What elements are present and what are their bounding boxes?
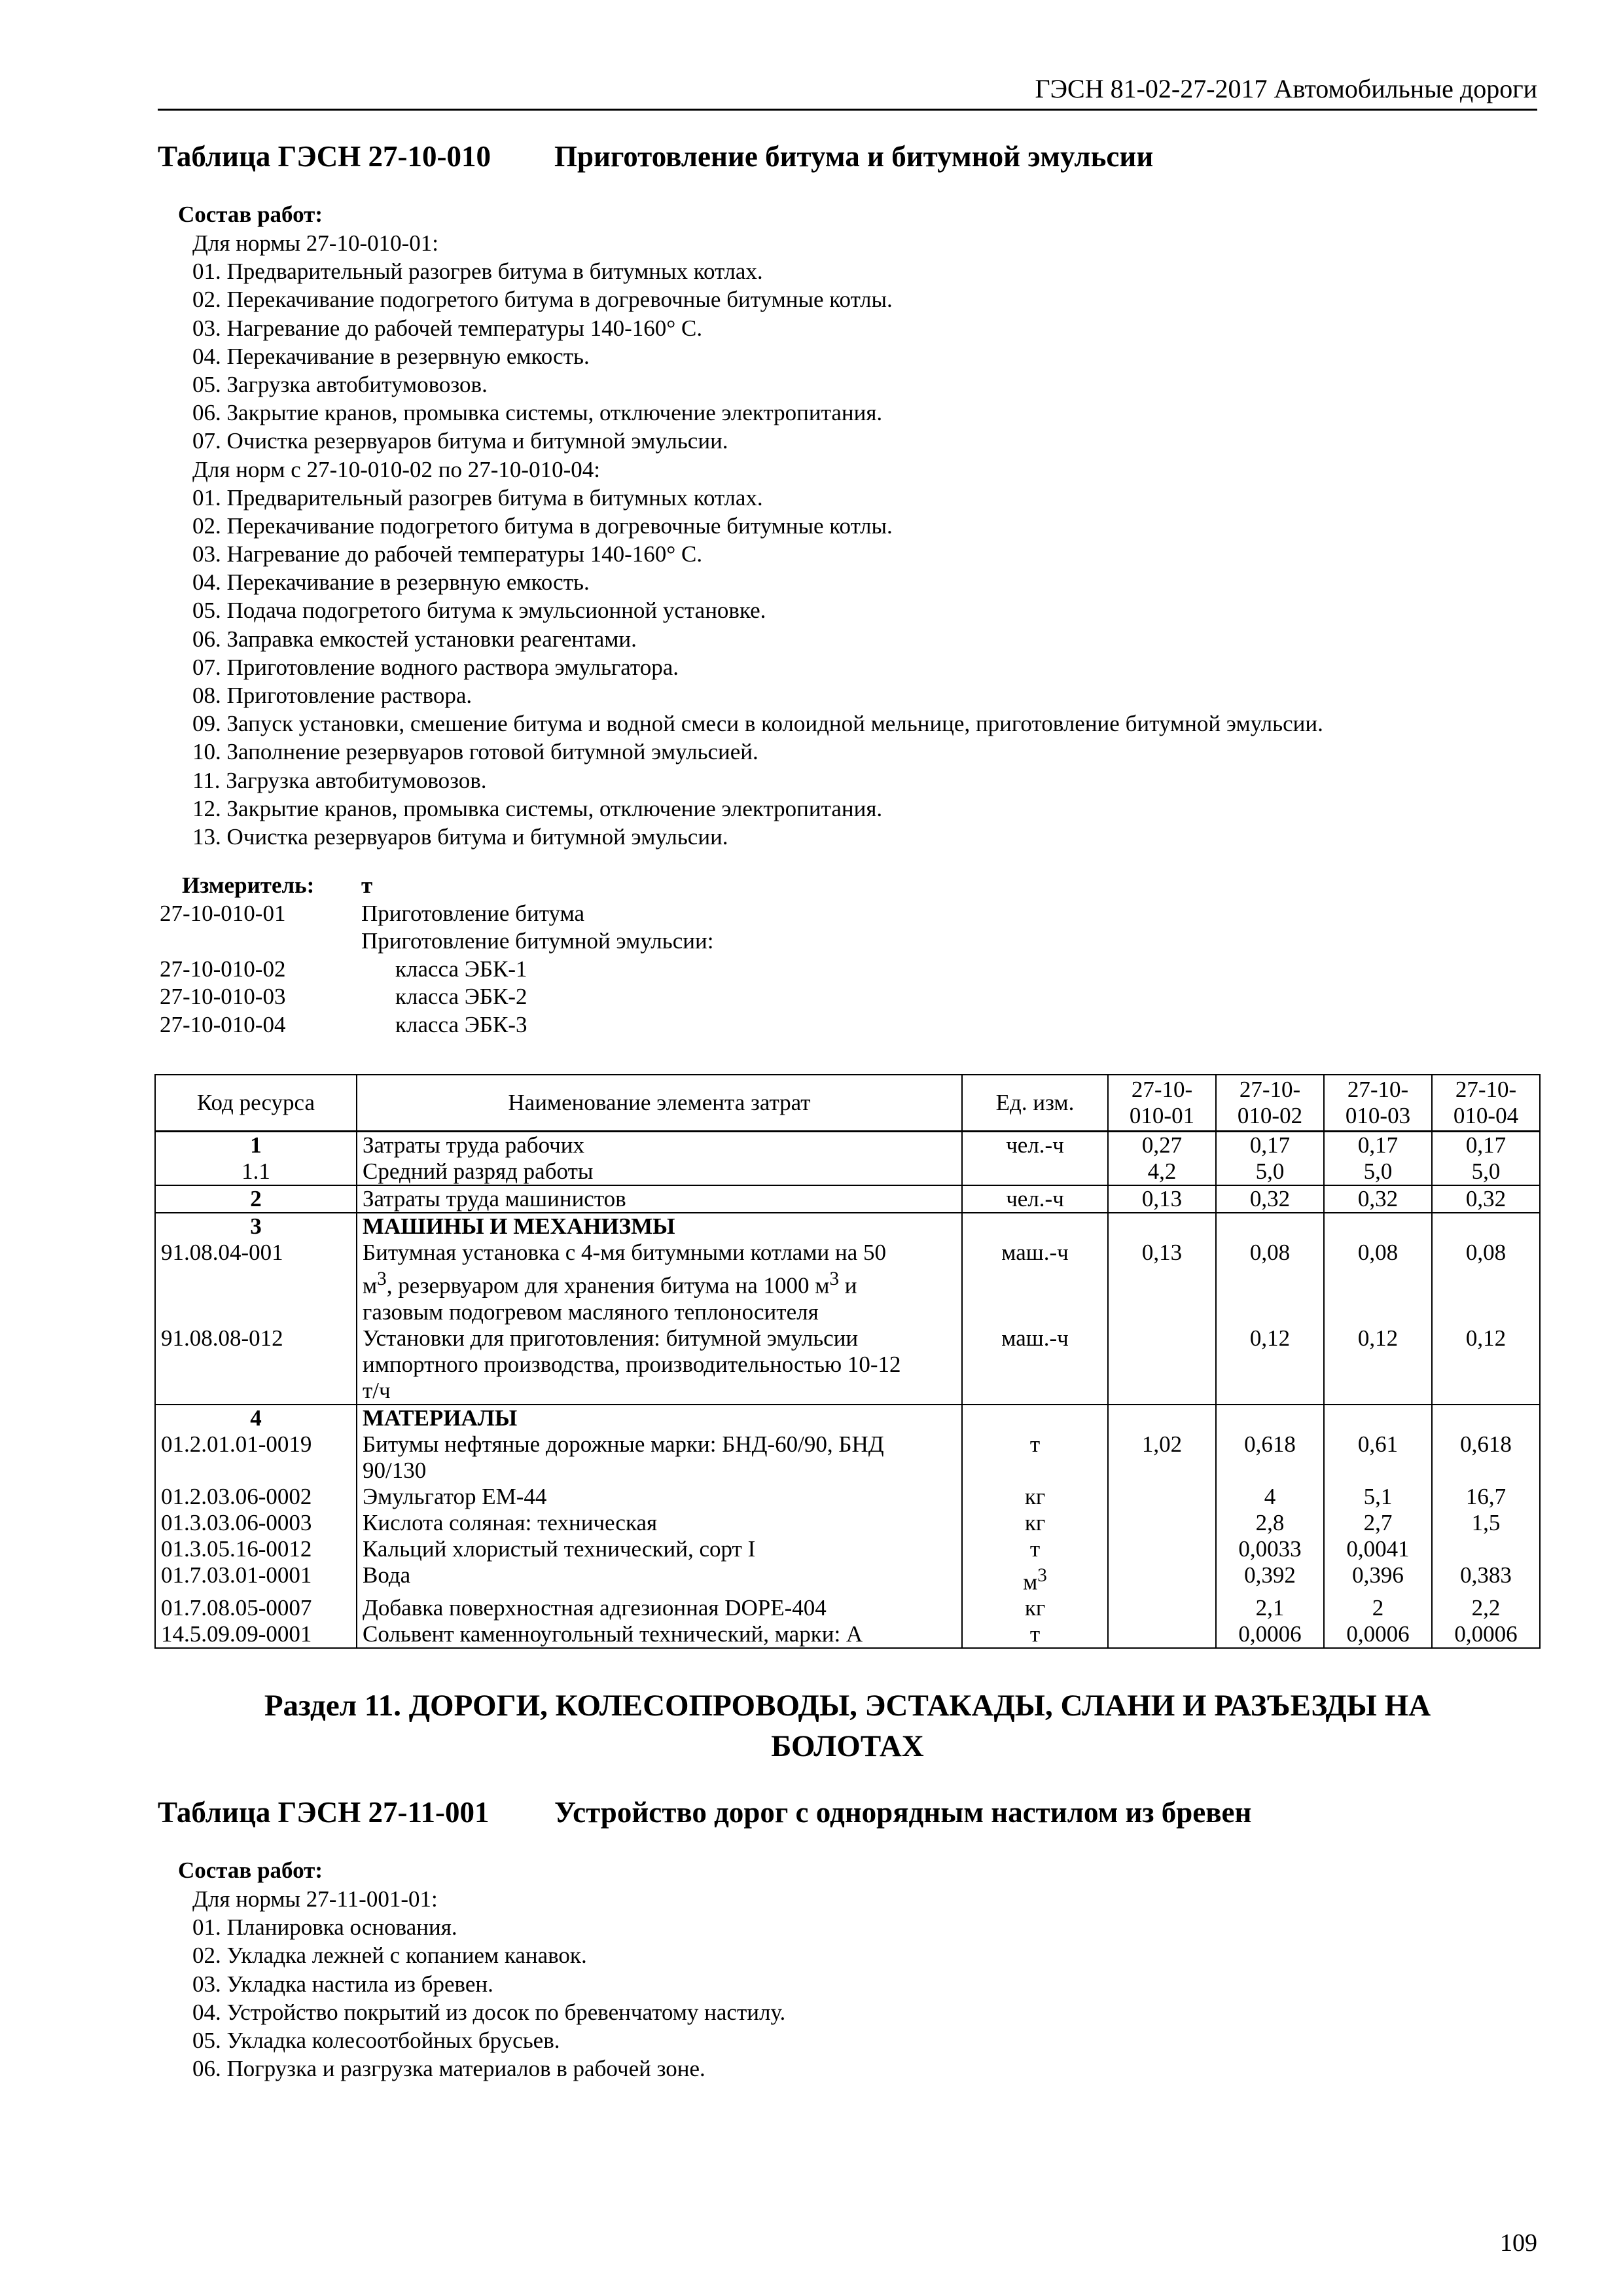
list-item: 05. Подача подогретого битума к эмульсионной установке. (192, 598, 766, 624)
cell-value: 0,0041 (1324, 1536, 1432, 1562)
cell-name: Кальций хлористый технический, сорт I (357, 1536, 962, 1562)
cell-value: 0,08 (1432, 1240, 1540, 1325)
cell-unit: чел.-ч (962, 1185, 1108, 1213)
cell-value: 5,0 (1216, 1158, 1324, 1185)
cell-name: Затраты труда машинистов (357, 1185, 962, 1213)
running-header: ГЭСН 81-02-27-2017 Автомобильные дороги (1035, 74, 1537, 103)
cell-unit: кг (962, 1484, 1108, 1510)
composition-heading: Состав работ: (178, 1857, 323, 1883)
cell-unit: т (962, 1621, 1108, 1648)
table-header-row (155, 1075, 1540, 1132)
composition-heading: Состав работ: (178, 202, 323, 227)
norm-description: класса ЭБК-2 (395, 984, 527, 1009)
cell-unit: т (962, 1431, 1108, 1484)
norm-code: 27-10-010-04 (160, 1011, 286, 1037)
cell-name: Установки для приготовления: битумной эмульсии импортного производства, производительностью 10-12 т/ч (357, 1325, 962, 1405)
cell-value: 0,0033 (1216, 1536, 1324, 1562)
cell-value: 16,7 (1432, 1484, 1540, 1510)
table-row (155, 1158, 1540, 1185)
norm-code: 27-10-010-01 (160, 900, 286, 926)
cell-value: 2,1 (1216, 1595, 1324, 1621)
cell-value: 0,12 (1216, 1325, 1324, 1405)
table-row (155, 1536, 1540, 1562)
cell-name: Эмульгатор EM-44 (357, 1484, 962, 1510)
cell-name: Затраты труда рабочих (357, 1132, 962, 1159)
list-item: 02. Перекачивание подогретого битума в догревочные битумные котлы. (192, 287, 893, 313)
column-header-norm-3: 27-10- 010-03 (1324, 1075, 1432, 1132)
cell-code: 14.5.09.09-0001 (155, 1621, 357, 1648)
table-group-row (155, 1213, 1540, 1240)
table-row (155, 1595, 1540, 1621)
list-item: 03. Нагревание до рабочей температуры 140-160° С. (192, 315, 703, 341)
table-row (155, 1132, 1540, 1159)
cell-value: 0,392 (1216, 1562, 1324, 1596)
group-title-machines: МАШИНЫ И МЕХАНИЗМЫ (357, 1213, 962, 1240)
cell-value: 0,08 (1216, 1240, 1324, 1325)
cell-code: 1 (155, 1132, 357, 1159)
cell-value: 5,0 (1432, 1158, 1540, 1185)
cell-value: 2,2 (1432, 1595, 1540, 1621)
cell-value: 0,396 (1324, 1562, 1432, 1596)
column-header-unit: Ед. изм. (962, 1075, 1108, 1132)
cell-value: 0,27 (1108, 1132, 1216, 1159)
cell-name: Кислота соляная: техническая (357, 1510, 962, 1536)
cell-value: 0,13 (1108, 1185, 1216, 1213)
cell-unit: чел.-ч (962, 1132, 1108, 1159)
table-row (155, 1185, 1540, 1213)
column-header-code: Код ресурса (155, 1075, 357, 1132)
cell-name: Сольвент каменноугольный технический, марки: А (357, 1621, 962, 1648)
measure-unit: т (361, 872, 373, 898)
cell-code: 91.08.08-012 (155, 1325, 357, 1405)
table-row (155, 1562, 1540, 1596)
cell-value: 0,17 (1324, 1132, 1432, 1159)
list-item: 04. Перекачивание в резервную емкость. (192, 569, 590, 596)
list-item: 03. Нагревание до рабочей температуры 140-160° С. (192, 541, 703, 567)
norm-code: 27-10-010-03 (160, 984, 286, 1009)
list-item: 08. Приготовление раствора. (192, 683, 473, 708)
composition-list (192, 229, 1323, 851)
list-item: 01. Предварительный разогрев битума в битумных котлах. (192, 259, 763, 285)
list-item: 04. Перекачивание в резервную емкость. (192, 343, 590, 369)
cell-value: 2,7 (1324, 1510, 1432, 1536)
list-item: 10. Заполнение резервуаров готовой битумной эмульсией. (192, 739, 758, 765)
list-item: Для норм с 27-10-010-02 по 27-10-010-04: (192, 456, 600, 482)
cell-name: Вода (357, 1562, 962, 1596)
cell-value: 0,61 (1324, 1431, 1432, 1484)
cell-name: Добавка поверхностная адгезионная DOPE-404 (357, 1595, 962, 1621)
list-item: 01. Планировка основания. (192, 1914, 457, 1941)
column-header-name: Наименование элемента затрат (357, 1075, 962, 1132)
cell-code: 01.7.08.05-0007 (155, 1595, 357, 1621)
list-item: Для нормы 27-11-001-01: (192, 1886, 438, 1912)
table-label: Таблица ГЭСН 27-10-010 (158, 140, 491, 173)
list-item: 05. Загрузка автобитумовозов. (192, 371, 488, 397)
cell-value: 0,0006 (1324, 1621, 1432, 1648)
cell-unit: кг (962, 1510, 1108, 1536)
cell-unit (962, 1158, 1108, 1185)
list-item: 03. Укладка настила из бревен. (192, 1971, 493, 1997)
norm-code: 27-10-010-02 (160, 956, 286, 982)
composition-list (192, 1885, 785, 2083)
cell-value: 0,32 (1324, 1185, 1432, 1213)
list-item: 07. Приготовление водного раствора эмульгатора. (192, 654, 679, 680)
table-label: Таблица ГЭСН 27-11-001 (158, 1796, 490, 1829)
list-item: 13. Очистка резервуаров битума и битумной эмульсии. (192, 823, 728, 850)
cell-code: 01.2.01.01-0019 (155, 1431, 357, 1484)
table-group-row (155, 1405, 1540, 1431)
cell-value (1432, 1536, 1540, 1562)
list-item: 06. Заправка емкостей установки реагентами. (192, 626, 637, 652)
column-header-norm-2: 27-10- 010-02 (1216, 1075, 1324, 1132)
cell-value: 2 (1324, 1595, 1432, 1621)
page-number: 109 (1500, 2229, 1537, 2257)
norm-description: Приготовление битумной эмульсии: (361, 928, 714, 954)
cell-unit: маш.-ч (962, 1240, 1108, 1325)
cell-value (1108, 1536, 1216, 1562)
norm-description: Приготовление битума (361, 900, 585, 926)
header-rule (158, 109, 1537, 111)
cell-value: 0,08 (1324, 1240, 1432, 1325)
list-item: 12. Закрытие кранов, промывка системы, отключение электропитания. (192, 795, 883, 821)
list-item: 04. Устройство покрытий из досок по бревенчатому настилу. (192, 1999, 786, 2025)
table-title: Приготовление битума и битумной эмульсии (554, 140, 1154, 173)
list-item: 06. Закрытие кранов, промывка системы, отключение электропитания. (192, 400, 883, 426)
cell-name: Битумы нефтяные дорожные марки: БНД-60/90, БНД 90/130 (357, 1431, 962, 1484)
cell-unit: кг (962, 1595, 1108, 1621)
cell-code: 01.3.05.16-0012 (155, 1536, 357, 1562)
list-item: 05. Укладка колесоотбойных брусьев. (192, 2027, 560, 2053)
cell-unit: $м^3$ (962, 1562, 1108, 1596)
cell-value: 1,02 (1108, 1431, 1216, 1484)
list-item: 06. Погрузка и разгрузка материалов в рабочей зоне. (192, 2056, 705, 2082)
cell-value: 0,12 (1432, 1325, 1540, 1405)
cell-value (1108, 1484, 1216, 1510)
table-row (155, 1510, 1540, 1536)
list-item: 11. Загрузка автобитумовозов. (192, 767, 487, 793)
column-header-norm-4: 27-10- 010-04 (1432, 1075, 1540, 1132)
cell-value: 4,2 (1108, 1158, 1216, 1185)
list-item: 07. Очистка резервуаров битума и битумной эмульсии. (192, 428, 728, 454)
cell-name: Средний разряд работы (357, 1158, 962, 1185)
cell-code: 1.1 (155, 1158, 357, 1185)
cell-code: 01.3.03.06-0003 (155, 1510, 357, 1536)
cell-unit: т (962, 1536, 1108, 1562)
cell-value: 5,0 (1324, 1158, 1432, 1185)
list-item: Для нормы 27-10-010-01: (192, 230, 438, 256)
table-row (155, 1431, 1540, 1484)
list-item: 01. Предварительный разогрев битума в битумных котлах. (192, 484, 763, 511)
list-item: 02. Перекачивание подогретого битума в догревочные битумные котлы. (192, 512, 893, 539)
cell-value: 0,17 (1432, 1132, 1540, 1159)
cell-value (1108, 1325, 1216, 1405)
table-row (155, 1484, 1540, 1510)
cell-value (1108, 1595, 1216, 1621)
norm-description: класса ЭБК-3 (395, 1011, 527, 1037)
resource-table (154, 1074, 1541, 1649)
section-title: Раздел 11. ДОРОГИ, КОЛЕСОПРОВОДЫ, ЭСТАКАДЫ, СЛАНИ И РАЗЪЕЗДЫ НА БОЛОТАХ (264, 1689, 1431, 1763)
cell-unit: маш.-ч (962, 1325, 1108, 1405)
norm-description: класса ЭБК-1 (395, 956, 527, 982)
cell-name: Битумная установка с 4-мя битумными котлами на 50 $м^3$, резервуаром для хранения битума на 1000 $м^3$ и газовым подогревом масляного теплоносителя (357, 1240, 962, 1325)
cell-value (1108, 1510, 1216, 1536)
table-row (155, 1621, 1540, 1648)
list-item: 09. Запуск установки, смешение битума и водной смеси в колоидной мельнице, приготовление битумной эмульсии. (192, 711, 1323, 737)
cell-value: 0,618 (1216, 1431, 1324, 1484)
cell-value: 0,13 (1108, 1240, 1216, 1325)
cell-code: 91.08.04-001 (155, 1240, 357, 1325)
cell-value: 0,32 (1432, 1185, 1540, 1213)
cell-value: 4 (1216, 1484, 1324, 1510)
group-title-materials: МАТЕРИАЛЫ (357, 1405, 962, 1431)
cell-code: 3 (155, 1213, 357, 1240)
cell-value: 0,0006 (1216, 1621, 1324, 1648)
cell-code: 01.7.03.01-0001 (155, 1562, 357, 1596)
cell-value: 5,1 (1324, 1484, 1432, 1510)
cell-value: 0,17 (1216, 1132, 1324, 1159)
table-row (155, 1325, 1540, 1405)
cell-code: 01.2.03.06-0002 (155, 1484, 357, 1510)
measure-label: Измеритель: (182, 872, 315, 898)
table-title: Устройство дорог с однорядным настилом из бревен (554, 1796, 1252, 1829)
cell-value (1108, 1621, 1216, 1648)
cell-value: 0,0006 (1432, 1621, 1540, 1648)
cell-code: 4 (155, 1405, 357, 1431)
column-header-norm-1: 27-10- 010-01 (1108, 1075, 1216, 1132)
cell-value (1108, 1562, 1216, 1596)
cell-value: 0,12 (1324, 1325, 1432, 1405)
table-row (155, 1240, 1540, 1325)
cell-value: 1,5 (1432, 1510, 1540, 1536)
cell-value: 0,383 (1432, 1562, 1540, 1596)
cell-value: 0,618 (1432, 1431, 1540, 1484)
cell-value: 0,32 (1216, 1185, 1324, 1213)
list-item: 02. Укладка лежней с копанием канавок. (192, 1943, 587, 1969)
cell-code: 2 (155, 1185, 357, 1213)
cell-value: 2,8 (1216, 1510, 1324, 1536)
